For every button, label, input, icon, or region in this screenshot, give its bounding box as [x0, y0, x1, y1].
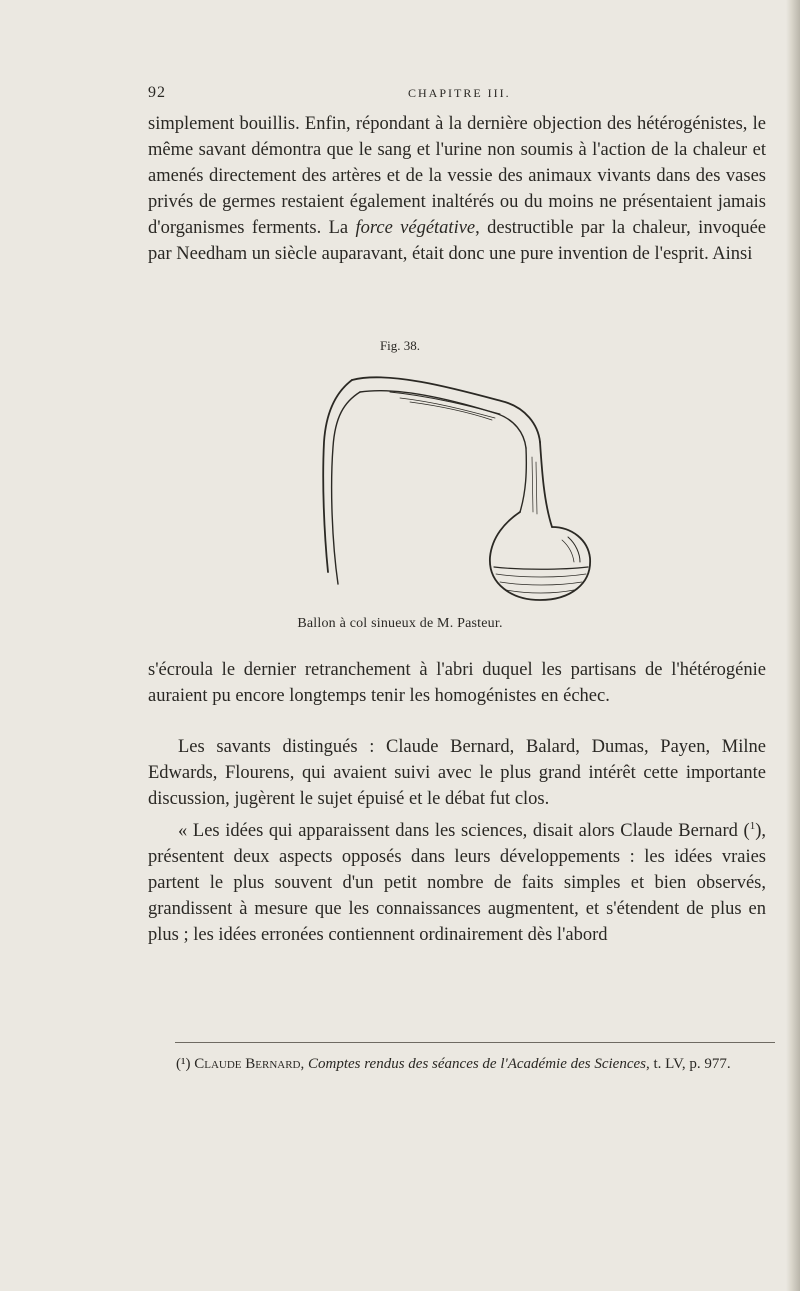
footnote-author: Claude Bernard [194, 1056, 301, 1072]
page-number: 92 [148, 84, 166, 101]
running-header [148, 84, 782, 106]
italic-term: force végétative [355, 218, 476, 238]
footnote [148, 1054, 778, 1074]
page-edge-shadow [786, 0, 800, 1291]
paragraph-4 [148, 813, 766, 948]
paragraph-2: s'écroula le dernier retranchement à l'abri duquel les partisans de l'hétérogénie auraient pu encore longtemps tenir les homogénistes en échec. [148, 660, 766, 706]
paragraph-1-text-a: simplement bouillis. Enfin, répondant à la dernière objection des hétérogénistes, le même savant démontra que le sang et l'urine non soumis à l'action de la chaleur et amenés directement des artères et de la vessie des animaux vivants dans des vases privés de germes restaient également inaltérés ou du moins ne présentaient jamais d'organismes ferments. La [148, 114, 766, 238]
figure-label: Fig. 38. [379, 338, 421, 353]
paragraph-1-text-b: , destructible par la chaleur, invoquée par Needham un siècle auparavant, était donc une pure invention de l'esprit. Ainsi [148, 218, 766, 264]
footnote-reference: 1 [749, 820, 756, 832]
footnote-rule [175, 1042, 775, 1043]
footnote-ref: , t. LV, p. 977. [645, 1056, 731, 1072]
paragraph-1 [148, 111, 766, 267]
footnote-separator: , [300, 1056, 309, 1072]
paragraph-3: Les savants distingués : Claude Bernard, Balard, Dumas, Payen, Milne Edwards, Flourens, qui avaient suivi avec le plus grand intérêt cette importante discussion, jugèrent le sujet épuisé et le débat fut clos. [148, 737, 766, 809]
paragraph-4-text-b: ), présentent deux aspects opposés dans leurs développements : les idées vraies partent le plus souvent d'un petit nombre de faits simples et bien observés, grandissent à mesure que les connaissances augmentent, et s'étendent de plus en plus ; les idées erronées contiennent ordinairement dès l'abord [148, 821, 766, 946]
chapter-title: CHAPITRE III. [408, 86, 511, 100]
footnote-line [148, 1054, 778, 1074]
paragraph-4-text-a: « Les idées qui apparaissent dans les sciences, disait alors Claude Bernard ( [178, 821, 750, 842]
footnote-mark: (¹) [176, 1056, 191, 1072]
footnote-title: Comptes rendus des séances de l'Académie des Sciences [308, 1056, 646, 1072]
figure-caption: Ballon à col sinueux de M. Pasteur. [297, 616, 503, 631]
swan-neck-flask-illustration [300, 362, 610, 607]
